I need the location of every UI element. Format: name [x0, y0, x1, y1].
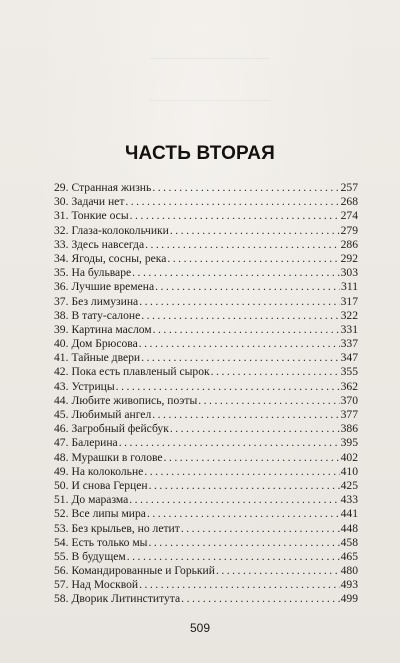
entry-title: Тонкие осы [71, 209, 129, 223]
entry-page: 322 [340, 308, 358, 322]
dot-leader [148, 536, 339, 550]
toc-entry [54, 436, 358, 450]
entry-title: Мурашки в голове [71, 450, 163, 464]
entry-page: 402 [340, 450, 358, 464]
dot-leader [132, 266, 339, 280]
entry-number: 41. [54, 351, 69, 365]
entry-title: Балерина [71, 436, 118, 450]
entry-number: 49. [54, 464, 69, 478]
entry-page: 257 [340, 181, 358, 194]
page-number: 509 [189, 621, 211, 635]
entry-number: 45. [54, 408, 69, 421]
entry-title: Любимый ангел [71, 408, 152, 421]
dot-leader [181, 592, 339, 606]
entry-page: 448 [340, 521, 358, 535]
toc-entry [54, 578, 358, 592]
entry-number: 38. [54, 308, 69, 322]
dot-leader [119, 436, 340, 450]
toc-entry [54, 295, 358, 309]
toc-entry [54, 451, 358, 465]
toc-entry [54, 394, 358, 408]
entry-page: 493 [340, 578, 358, 592]
entry-title: Лучшие времена [71, 280, 155, 294]
entry-number: 48. [54, 450, 69, 464]
toc-entry [54, 522, 358, 536]
dot-leader [216, 564, 340, 578]
entry-page: 386 [340, 422, 358, 436]
entry-number: 50. [54, 478, 69, 492]
toc-entry [54, 252, 358, 266]
entry-title: Картина маслом [71, 322, 152, 336]
entry-page: 395 [340, 436, 358, 450]
entry-number: 54. [54, 535, 69, 549]
dot-leader [141, 351, 339, 365]
entry-page: 465 [340, 549, 358, 563]
entry-title: Дворик Литинститута [71, 592, 181, 606]
bleed-through-shadow [150, 100, 270, 113]
entry-title: В будущем [71, 549, 126, 563]
entry-page: 377 [340, 408, 358, 421]
entry-page: 441 [340, 507, 358, 521]
toc-entry [54, 209, 358, 223]
entry-page: 292 [340, 251, 358, 265]
entry-number: 52. [54, 507, 69, 521]
dot-leader [152, 408, 339, 422]
entry-number: 56. [54, 564, 69, 578]
entry-page: 274 [340, 209, 358, 223]
toc-entry [54, 493, 358, 507]
entry-number: 32. [54, 223, 69, 237]
entry-title: Есть только мы [71, 535, 148, 549]
entry-page: 337 [340, 337, 358, 351]
entry-title: В тату-салоне [71, 308, 141, 322]
toc-entry [54, 323, 358, 337]
toc-entry [54, 380, 358, 394]
toc-entry [54, 280, 358, 294]
entry-number: 43. [54, 379, 69, 393]
dot-leader [170, 224, 340, 238]
entry-title: Любите живопись, поэты [71, 393, 198, 407]
entry-number: 51. [54, 493, 69, 507]
toc-entry [54, 351, 358, 365]
entry-title: Без лимузина [71, 294, 139, 308]
toc-entry [54, 365, 358, 379]
entry-title: Устрицы [71, 379, 115, 393]
entry-title: До маразма [71, 493, 129, 507]
toc-entry [54, 195, 358, 209]
dot-leader [125, 195, 339, 209]
entry-number: 53. [54, 521, 69, 535]
toc-entry [54, 337, 358, 351]
dot-leader [139, 337, 340, 351]
entry-number: 40. [54, 337, 69, 351]
dot-leader [116, 380, 340, 394]
entry-title: Странная жизнь [71, 181, 152, 194]
entry-page: 317 [340, 294, 358, 308]
entry-page: 268 [340, 195, 358, 209]
toc-entry [54, 507, 358, 521]
toc-entry [54, 266, 358, 280]
dot-leader [139, 578, 340, 592]
dot-leader [149, 479, 340, 493]
toc-entry [54, 479, 358, 493]
entry-title: Тайные двери [71, 351, 141, 365]
entry-page: 355 [340, 365, 358, 379]
entry-number: 36. [54, 280, 69, 294]
entry-title: На колокольне [71, 464, 144, 478]
entry-page: 347 [340, 351, 358, 365]
dot-leader [144, 465, 339, 479]
dot-leader [153, 323, 340, 337]
toc-entry [54, 564, 358, 578]
dot-leader [130, 209, 340, 223]
bleed-through-shadow [150, 58, 270, 71]
entry-page: 499 [340, 592, 358, 606]
entry-title: Здесь навсегда [71, 237, 145, 251]
entry-page: 480 [340, 564, 358, 578]
dot-leader [170, 422, 340, 436]
entry-number: 31. [54, 209, 69, 223]
dot-leader [155, 280, 340, 294]
entry-number: 39. [54, 322, 69, 336]
entry-page: 331 [340, 322, 358, 336]
dot-leader [129, 493, 339, 507]
entry-number: 30. [54, 195, 69, 209]
entry-number: 55. [54, 549, 69, 563]
entry-page: 311 [341, 280, 358, 294]
entry-number: 34. [54, 251, 69, 265]
entry-title: Без крыльев, но летит [71, 521, 180, 535]
entry-number: 44. [54, 393, 69, 407]
entry-number: 29. [54, 181, 69, 194]
dot-leader [211, 365, 340, 379]
table-of-contents [54, 181, 358, 607]
entry-number: 46. [54, 422, 69, 436]
entry-page: 370 [340, 393, 358, 407]
entry-page: 433 [340, 493, 358, 507]
toc-entry [54, 181, 358, 195]
dot-leader [164, 451, 340, 465]
entry-page: 303 [340, 266, 358, 280]
dot-leader [127, 550, 340, 564]
section-title: ЧАСТЬ ВТОРАЯ [124, 143, 276, 164]
entry-title: Над Москвой [71, 578, 139, 592]
dot-leader [147, 507, 340, 521]
toc-entry [54, 550, 358, 564]
entry-number: 58. [54, 592, 69, 606]
dot-leader [152, 181, 339, 195]
toc-entry [54, 238, 358, 252]
dot-leader [139, 295, 339, 309]
entry-number: 57. [54, 578, 69, 592]
entry-title: На бульваре [71, 266, 132, 280]
dot-leader [198, 394, 339, 408]
toc-entry [54, 408, 358, 422]
dot-leader [145, 238, 340, 252]
entry-page: 279 [340, 223, 358, 237]
entry-number: 37. [54, 294, 69, 308]
entry-page: 410 [340, 464, 358, 478]
entry-page: 458 [340, 535, 358, 549]
entry-page: 362 [340, 379, 358, 393]
dot-leader [141, 309, 339, 323]
entry-title: Все липы мира [71, 507, 146, 521]
entry-number: 42. [54, 365, 69, 379]
entry-title: Загробный фейсбук [71, 422, 169, 436]
toc-entry [54, 309, 358, 323]
entry-title: Пока есть плавленый сырок [71, 365, 210, 379]
entry-number: 33. [54, 237, 69, 251]
entry-page: 286 [340, 237, 358, 251]
entry-title: Дом Брюсова [71, 337, 138, 351]
toc-entry [54, 536, 358, 550]
toc-entry [54, 422, 358, 436]
entry-title: Глаза-колокольчики [71, 223, 169, 237]
entry-title: Ягоды, сосны, река [71, 251, 167, 265]
entry-number: 35. [54, 266, 69, 280]
entry-title: Командированные и Горький [71, 564, 215, 578]
entry-number: 47. [54, 436, 69, 450]
entry-title: Задачи нет [71, 195, 125, 209]
toc-entry [54, 224, 358, 238]
toc-entry [54, 592, 358, 606]
toc-entry [54, 465, 358, 479]
dot-leader [181, 522, 340, 536]
dot-leader [167, 252, 339, 266]
entry-title: И снова Герцен [71, 478, 148, 492]
entry-page: 425 [340, 478, 358, 492]
